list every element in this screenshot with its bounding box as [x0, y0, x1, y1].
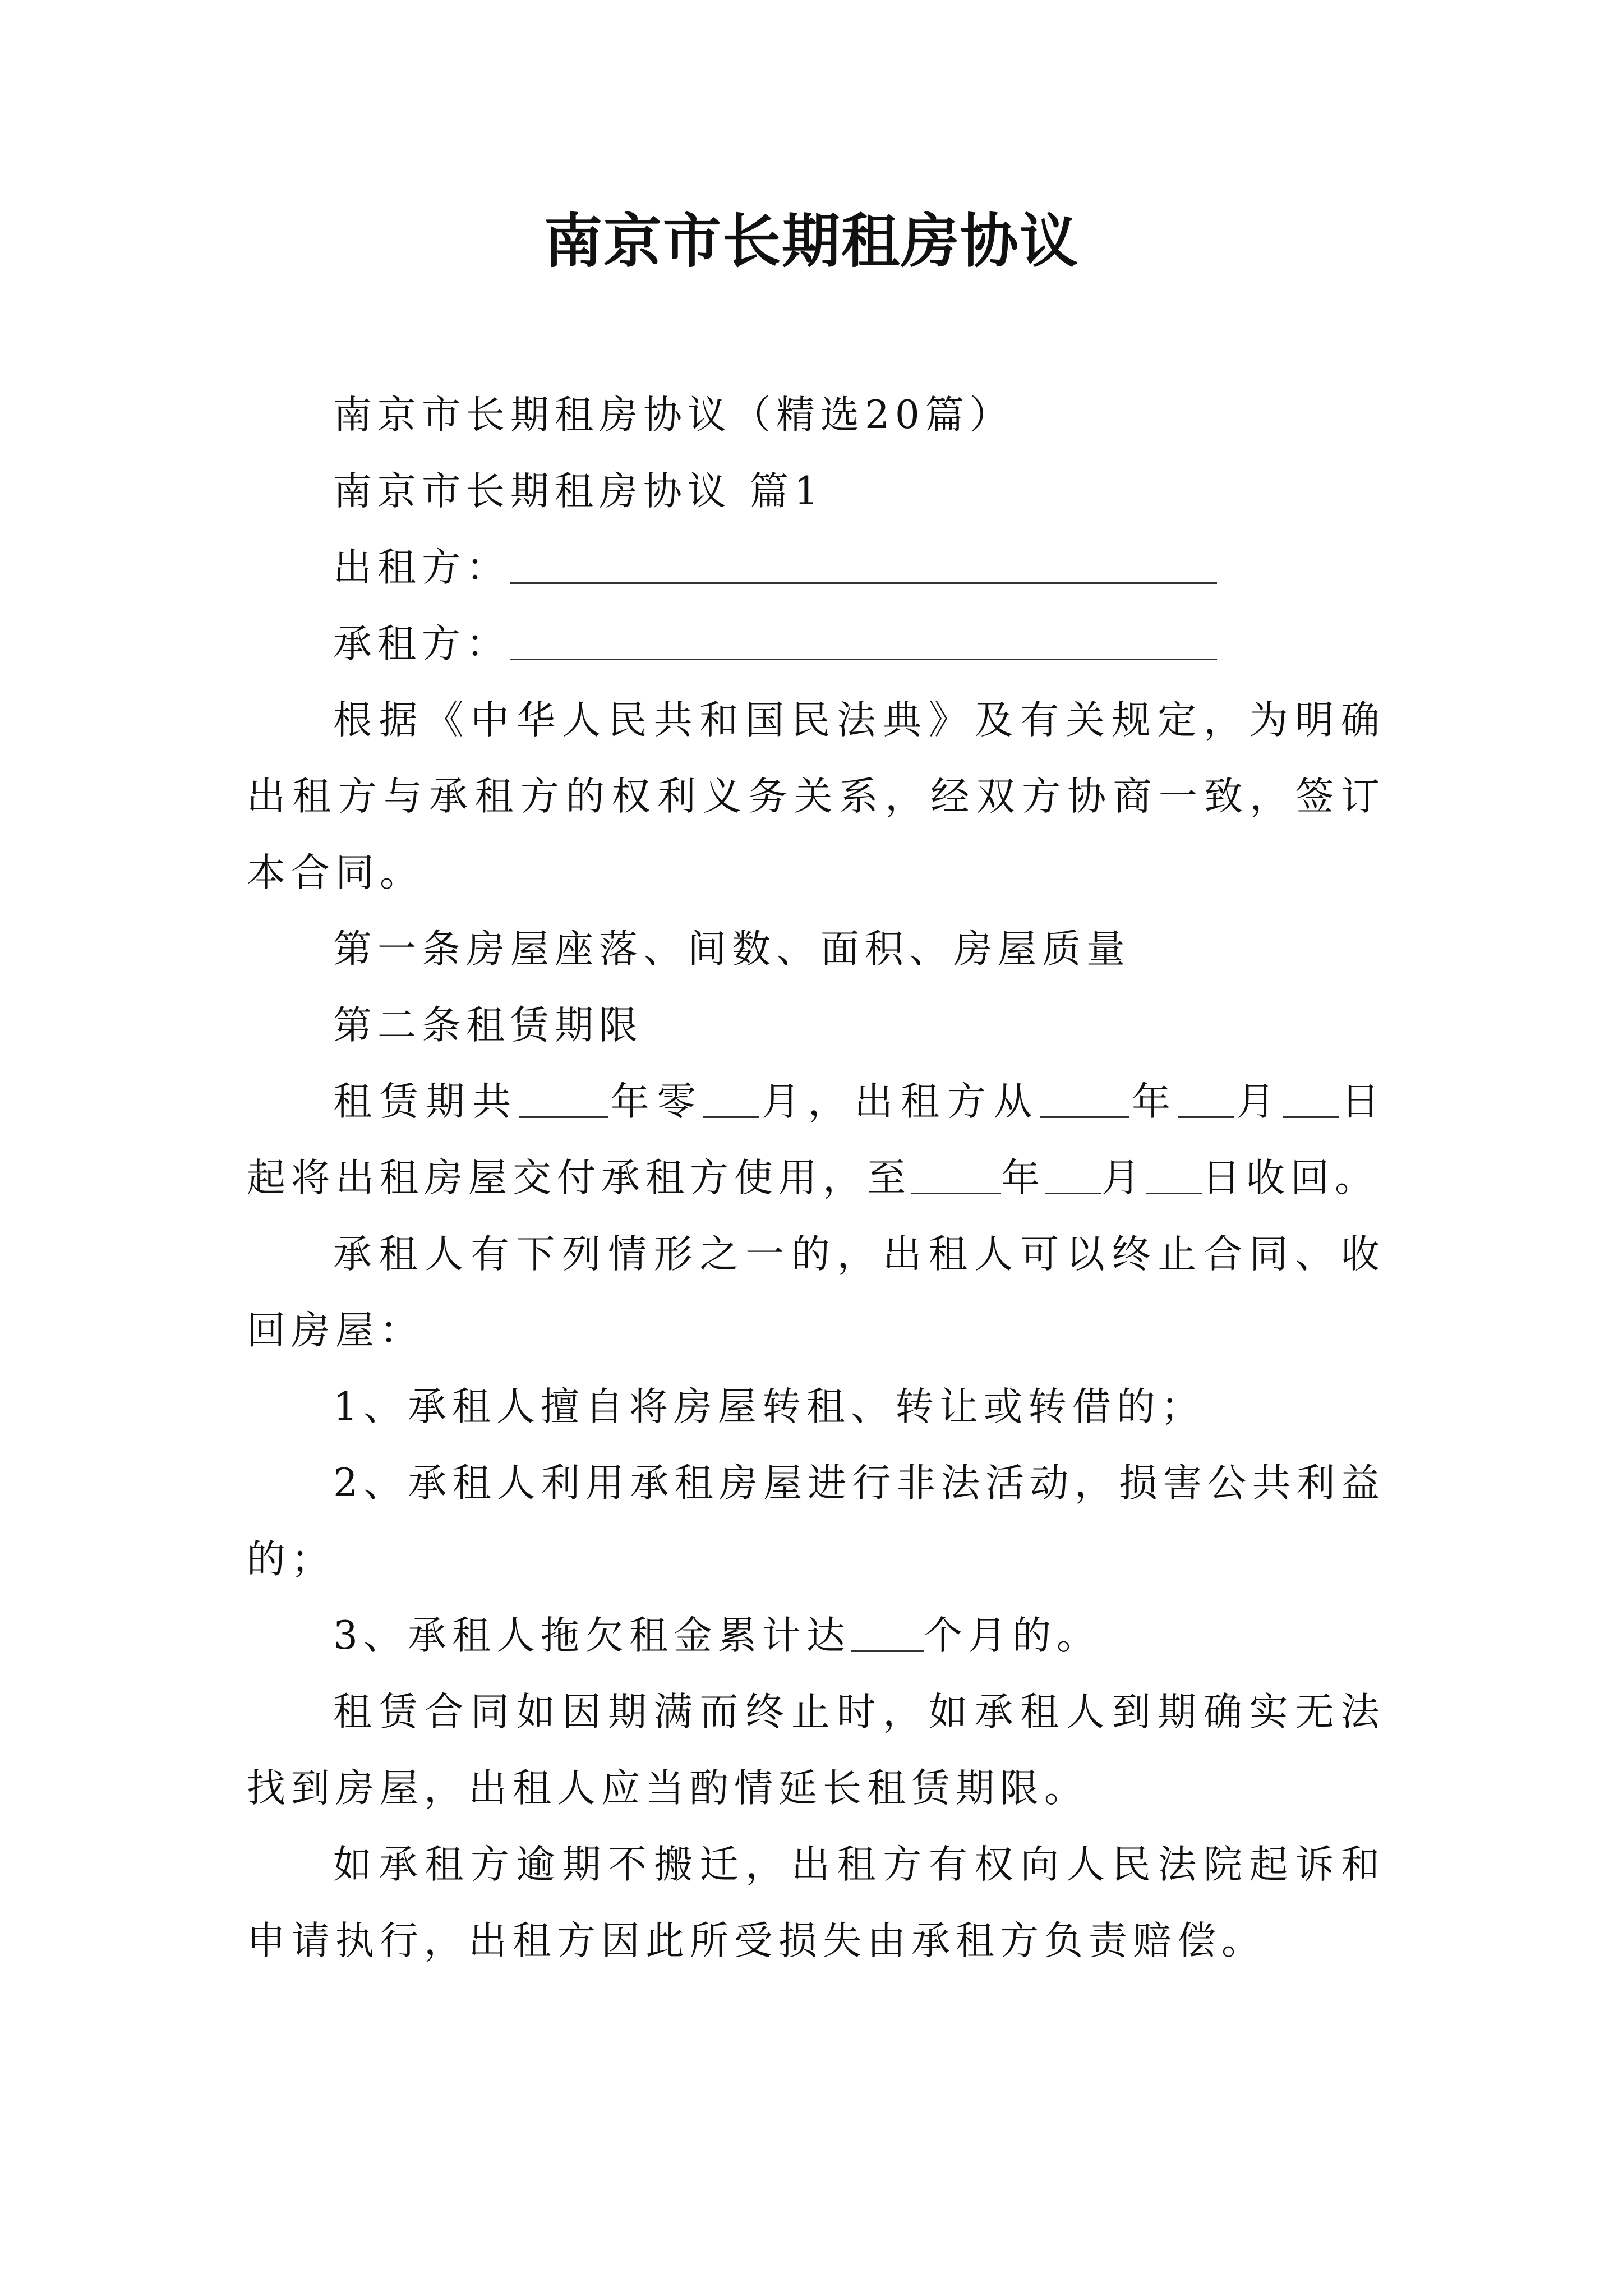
document-title: 南京市长期租房协议 — [543, 206, 1079, 275]
blank-years — [519, 1071, 608, 1118]
termination-item-2: 2、承租人利用承租房屋进行非法活动，损害公共利益的； — [247, 1461, 1385, 1582]
lease-term-text: 月 — [1101, 1156, 1146, 1200]
item-3-text: 个月的。 — [923, 1613, 1101, 1658]
expiry-paragraph: 租赁合同如因期满而终止时，如承租人到期确实无法找到房屋，出租人应当酌情延长租赁期限。 — [247, 1690, 1385, 1811]
lessor-line — [247, 530, 1385, 606]
article-1-heading: 第一条房屋座落、间数、面积、房屋质量 — [333, 927, 1131, 972]
blank-end-year — [911, 1148, 1001, 1194]
termination-item-1: 1、承租人擅自将房屋转租、转让或转借的； — [333, 1384, 1205, 1429]
lessor-blank — [510, 537, 1217, 584]
document-body — [247, 377, 1385, 1979]
blank-start-day — [1283, 1071, 1339, 1118]
lease-term-text: 月 — [1234, 1079, 1283, 1124]
blank-start-month — [1178, 1071, 1234, 1118]
lease-term-text: 年 — [1129, 1079, 1178, 1124]
lessee-label: 承租方： — [333, 622, 510, 666]
termination-item-3 — [247, 1598, 1385, 1674]
subtitle-line: 南京市长期租房协议（精选20篇） — [333, 393, 1014, 438]
blank-rent-months — [851, 1605, 924, 1652]
article-2-heading: 第二条租赁期限 — [333, 1003, 643, 1048]
blank-end-day — [1146, 1148, 1202, 1194]
intro-paragraph: 根据《中华人民共和国民法典》及有关规定，为明确出租方与承租方的权利义务关系，经双方协商一致，签订本合同。 — [247, 698, 1385, 895]
lessee-blank — [510, 614, 1217, 660]
blank-end-month — [1045, 1148, 1101, 1194]
lease-term-text: 日起将出租房屋交付承租方使用，至 — [247, 1079, 1386, 1200]
lease-term-paragraph — [247, 1064, 1385, 1216]
item-3-text: 3、承租人拖欠租金累计达 — [333, 1613, 851, 1658]
lessor-label: 出租方： — [333, 545, 510, 590]
section-heading: 南京市长期租房协议 篇1 — [333, 469, 824, 514]
lease-term-text: 日收回。 — [1202, 1156, 1379, 1200]
blank-start-year — [1040, 1071, 1129, 1118]
lease-term-text: 租赁期共 — [333, 1079, 519, 1124]
lease-term-text: 月，出租方从 — [759, 1079, 1040, 1124]
lease-term-text: 年 — [1001, 1156, 1045, 1200]
overdue-paragraph: 如承租方逾期不搬迁，出租方有权向人民法院起诉和申请执行，出租方因此所受损失由承租方负责赔偿。 — [247, 1842, 1385, 1963]
blank-months — [703, 1071, 759, 1118]
lessee-line — [247, 606, 1385, 682]
lease-term-text: 年零 — [608, 1079, 704, 1124]
termination-intro: 承租人有下列情形之一的，出租人可以终止合同、收回房屋： — [247, 1232, 1385, 1353]
